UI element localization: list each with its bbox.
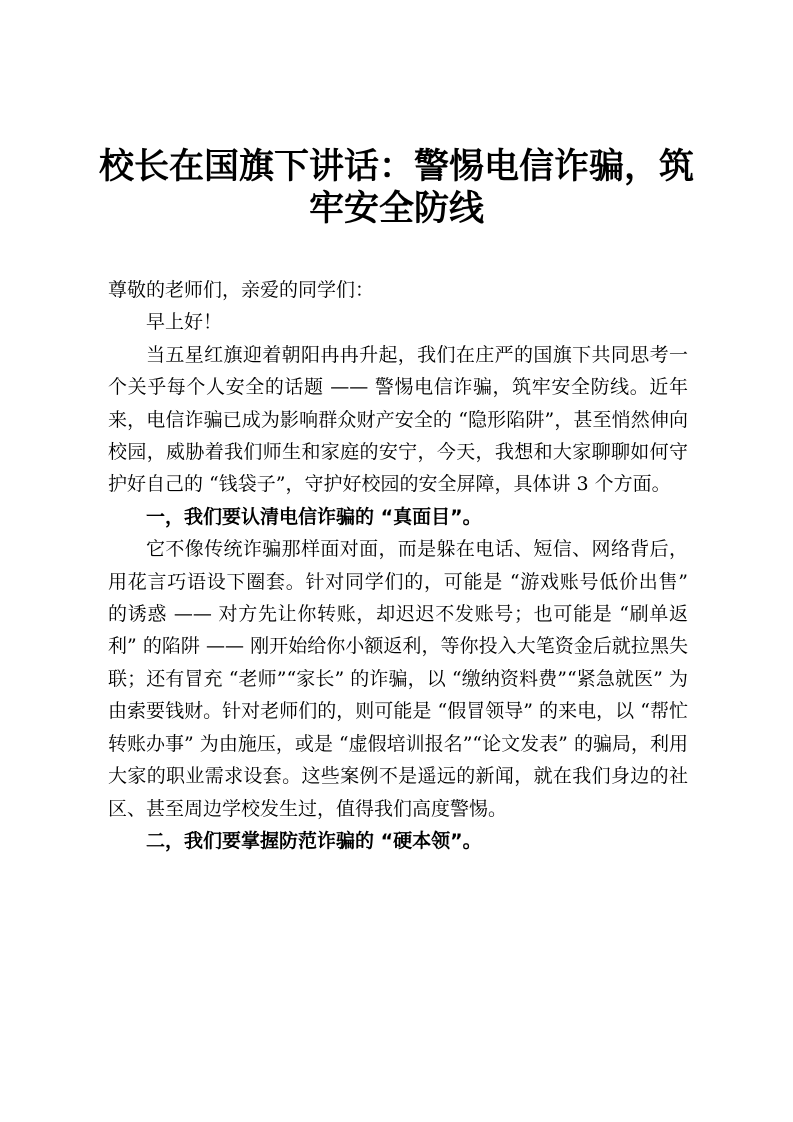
greeting: 早上好！ — [146, 311, 223, 334]
salutation: 尊敬的老师们，亲爱的同学们： — [108, 279, 375, 301]
section-heading-2: 二，我们要掌握防范诈骗的 “硬本领”。 — [146, 829, 482, 852]
intro-paragraph: 当五星红旗迎着朝阳冉冉升起，我们在庄严的国旗下共同思考一个关乎每个人安全的话题 —— 警惕电信诈骗，筑牢安全防线。近年来，电信诈骗已成为影响群众财产安全的 “隐形陷阱”，甚至悄然伸向校园，威胁着我们师生和家庭的安宁，今天，我想和大家聊聊如何守护好自己的 “钱袋子”，守护好校园的安全屏障，具体讲 3 个方面。 — [108, 343, 688, 496]
document-body — [108, 274, 688, 857]
section-heading-1: 一，我们要认清电信诈骗的 “真面目”。 — [146, 505, 482, 528]
document-title: 校长在国旗下讲话：警惕电信诈骗，筑牢安全防线 — [98, 147, 694, 229]
section-paragraph-1: 它不像传统诈骗那样面对面，而是躲在电话、短信、网络背后，用花言巧语设下圈套。针对同学们的，可能是 “游戏账号低价出售” 的诱惑 —— 对方先让你转账，却迟迟不发账号；也可能是 “刷单返利” 的陷阱 —— 刚开始给你小额返利，等你投入大笔资金后就拉黑失联；还有冒充 “老师”“家长” 的诈骗，以 “缴纳资料费”“紧急就医” 为由索要钱财。针对老师们的，则可能是 “假冒领导” 的来电，以 “帮忙转账办事” 为由施压，或是 “虚假培训报名”“论文发表” 的骗局，利用大家的职业需求设套。这些案例不是遥远的新闻，就在我们身边的社区、甚至周边学校发生过，值得我们高度警惕。 — [108, 538, 688, 820]
